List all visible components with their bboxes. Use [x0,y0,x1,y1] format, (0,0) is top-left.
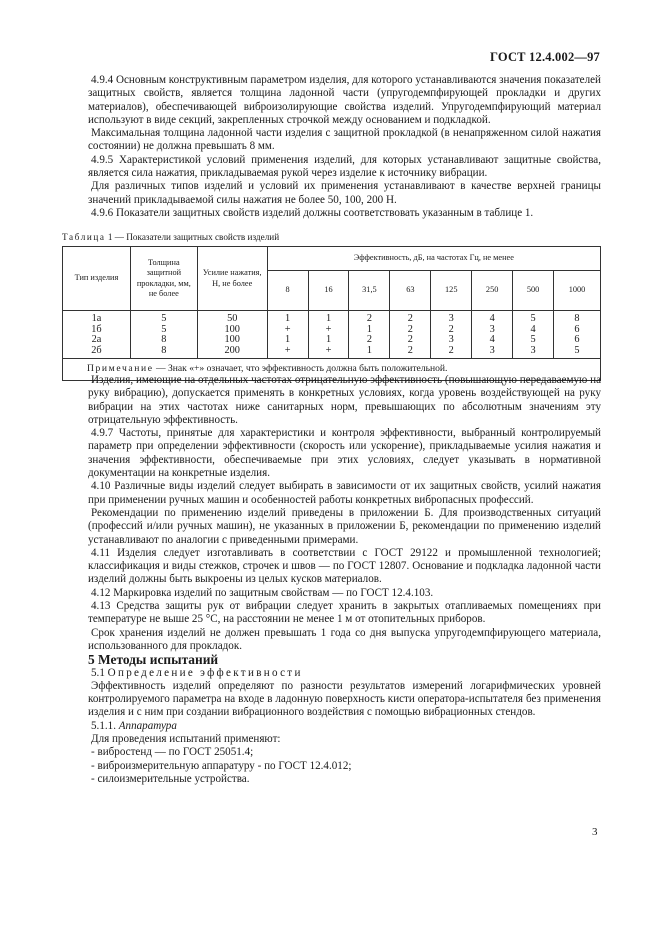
header-type: Тип изделия [63,247,131,311]
paragraph-storage-period: Срок хранения изделий не должен превышать 1 года со дня выпуска упругодемпфирующего материала, использованного для прокладок. [88,626,601,652]
cell-value: 2 [390,311,431,325]
cell-thickness: 8 [130,335,197,346]
cell-value: 4 [472,311,513,325]
paragraph-negative-efficiency: Изделия, имеющие на отдельных частотах отрицательную эффективность (повышающую передаваемую на руку вибрацию), допускается применять в конкретных условиях, когда уровень воздействующей на руку вибрации на этих частотах ниже санитарных норм, превышающих по абсолютным значениям эту отрицательную эффективность. [88,374,601,426]
header-freq: 125 [431,271,472,311]
cell-value: 1 [349,346,390,359]
cell-value: 1 [308,311,349,325]
paragraph-4-13: 4.13 Средства защиты рук от вибрации следует хранить в закрытых отапливаемых помещениях при температуре не выше 25 °С, на расстоянии не менее 1 м от отопительных приборов. [88,600,601,626]
cell-value: 2 [390,325,431,336]
paragraph-force-limits: Для различных типов изделий и условий их применения устанавливают в качестве верхней границы значений прикладываемой силы нажатия не более 50, 100, 200 Н. [88,180,601,206]
protection-table [62,246,601,381]
header-freq: 8 [267,271,308,311]
cell-value: 3 [472,325,513,336]
paragraph-4-9-6: 4.9.6 Показатели защитных свойств изделий должны соответствовать указанным в таблице 1. [91,206,534,219]
cell-value: 2 [390,335,431,346]
header-freq: 31,5 [349,271,390,311]
paragraph-4-9-4: 4.9.4 Основным конструктивным параметром изделия, для которого устанавливаются значения показателей защитных свойств, является толщина ладонной части (упругодемпфирующей прокладки и других материалов), обеспечивающей виброизолирующие свойства изделий. Упругодемпфирующий материал используют в виде секций, закрепленных строчкой между основанием и подкладкой. [88,74,601,126]
paragraph-4-12: 4.12 Маркировка изделий по защитным свойствам — по ГОСТ 12.4.103. [91,586,434,599]
cell-value: 4 [472,335,513,346]
cell-value: 5 [513,335,554,346]
cell-value: 1 [267,311,308,325]
cell-thickness: 5 [130,325,197,336]
table-row [63,311,601,325]
document-header: ГОСТ 12.4.002—97 [490,50,600,64]
table-row [63,325,601,336]
header-freq: 16 [308,271,349,311]
paragraph-4-9-5: 4.9.5 Характеристикой условий применения изделий, для которых устанавливают защитные свойства, является сила нажатия, прикладываемая рукой через изделие к источнику вибрации. [88,153,601,180]
cell-value: 1 [308,335,349,346]
cell-value: 2 [390,346,431,359]
cell-value: 1 [267,335,308,346]
cell-value: 5 [513,311,554,325]
table-row [63,335,601,346]
cell-value: 3 [513,346,554,359]
subsection-number: 5.1.1. [91,719,116,732]
cell-value: 6 [554,335,601,346]
paragraph-equipment-intro: Для проведения испытаний применяют: [91,733,281,746]
section-title: 5 Методы испытаний [88,652,219,668]
cell-thickness: 8 [130,346,197,359]
cell-value: 3 [431,311,472,325]
header-efficiency: Эффективность, дБ, на частотах Гц, не менее [267,247,600,271]
cell-value: 6 [554,325,601,336]
table-caption-text: 1 — Показатели защитных свойств изделий [107,232,280,242]
subsection-title: Определение эффективности [107,666,303,679]
subsection-5-1-1 [88,720,601,733]
page-number: 3 [592,826,598,838]
cell-value: + [308,346,349,359]
cell-value: 4 [513,325,554,336]
header-force: Усилие нажатия, Н, не более [197,247,267,311]
paragraph-4-10: 4.10 Различные виды изделий следует выбирать в зависимости от их защитных свойств, усилий нажатия при применении ручных машин и особенностей работы конкретных вибропасных профессий. [88,480,601,506]
cell-value: 2 [431,325,472,336]
paragraph-4-11: 4.11 Изделия следует изготавливать в соответствии с ГОСТ 29122 и промышленной технологией; классификация и виды стежков, строчек и швов — по ГОСТ 12807. Основание и подкладка ладонной части изделий должны быть выкроены из целых кусков материалов. [88,546,601,586]
cell-value: 2 [349,335,390,346]
cell-value: 3 [431,335,472,346]
cell-value: 2 [349,311,390,325]
paragraph-4-9-7: 4.9.7 Частоты, принятые для характеристики и контроля эффективности, выбранный контролируемый параметр при определении эффективности (скорость или ускорение), прикладываемые усилия нажатия и значения эффективности, обеспечиваемые при этих условиях, следует указывать в нормативной документации на конкретные изделия. [88,427,601,480]
cell-force: 100 [197,325,267,336]
cell-thickness: 5 [130,311,197,325]
top-text-block [88,74,601,220]
note-word: Примечание [87,363,154,375]
cell-value: 3 [472,346,513,359]
cell-value: 5 [554,346,601,359]
header-freq: 250 [472,271,513,311]
cell-value: 1 [349,325,390,336]
list-item: - виброизмерительную аппаратуру - по ГОСТ 12.4.012; [91,759,352,772]
header-thickness: Толщина защитной прокладки, мм, не более [130,247,197,311]
cell-type: 2а [63,335,131,346]
subsection-5-1 [88,667,601,680]
cell-type: 2б [63,346,131,359]
subsection-title: Аппаратура [118,719,177,732]
cell-type: 1а [63,311,131,325]
paragraph-recommendations: Рекомендации по применению изделий приведены в приложении Б. Для производственных ситуаций (профессий и/или ручных машин), не указанных в приложении Б, рекомендации по применению изделий устанавливают по аналогии с приведенными примерами. [88,506,601,546]
subsection-number: 5.1 [91,666,105,679]
cell-force: 100 [197,335,267,346]
cell-value: 8 [554,311,601,325]
table-caption [62,231,279,243]
header-freq: 1000 [554,271,601,311]
cell-value: 2 [431,346,472,359]
header-freq: 500 [513,271,554,311]
table-caption-word: Таблица [62,232,106,242]
cell-force: 200 [197,346,267,359]
paragraph-efficiency-definition: Эффективность изделий определяют по разности результатов измерений логарифмических уровней контролируемого параметра на входе в ладонную поверхность кисти оператора-испытателя без применения изделия и с ним при создании вибрационного воздействия с помощью вибрационных стендов. [88,679,601,719]
note-text: — Знак «+» означает, что эффективность должна быть положительной. [153,363,448,375]
list-item: - силоизмерительные устройства. [91,772,250,785]
paragraph-max-thickness: Максимальная толщина ладонной части изделия с защитной прокладкой (в ненапряженном силой нажатия состоянии) не должна превышать 8 мм. [88,127,601,153]
main-text-block [88,374,601,786]
cell-value: + [308,325,349,336]
list-item: - вибростенд — по ГОСТ 25051.4; [91,746,254,759]
cell-force: 50 [197,311,267,325]
table-row [63,346,601,359]
cell-value: + [267,325,308,336]
cell-type: 1б [63,325,131,336]
header-freq: 63 [390,271,431,311]
cell-value: + [267,346,308,359]
